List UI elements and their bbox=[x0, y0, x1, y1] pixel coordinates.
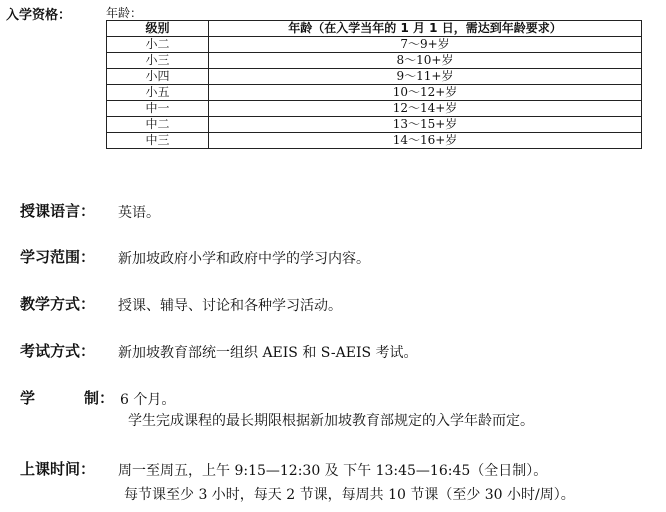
schedule-text: 周一至周五，上午 9:15—12:30 及 下午 13:45—16:45（全日制）。 bbox=[118, 463, 548, 479]
method-text: 授课、辅导、讨论和各种学习活动。 bbox=[118, 298, 342, 314]
age-cell: 9～11+岁 bbox=[209, 69, 642, 85]
table-row bbox=[107, 37, 642, 53]
header-age: 年龄（在入学当年的 1 月 1 日，需达到年龄要求） bbox=[209, 21, 642, 37]
age-caption: 年龄： bbox=[106, 6, 143, 20]
table-row bbox=[107, 117, 642, 133]
grade-cell: 小三 bbox=[107, 53, 209, 69]
table-row bbox=[107, 69, 642, 85]
age-cell: 8～10+岁 bbox=[209, 53, 642, 69]
method-label: 教学方式： bbox=[20, 295, 96, 313]
grade-cell: 中三 bbox=[107, 133, 209, 149]
age-cell: 13～15+岁 bbox=[209, 117, 642, 133]
age-cell: 14～16+岁 bbox=[209, 133, 642, 149]
exam-text: 新加坡教育部统一组织 AEIS 和 S-AEIS 考试。 bbox=[118, 345, 418, 361]
table-row bbox=[107, 133, 642, 149]
exam-label: 考试方式： bbox=[20, 342, 96, 360]
grade-cell: 小二 bbox=[107, 37, 209, 53]
admission-label: 入学资格： bbox=[6, 8, 72, 23]
language-label: 授课语言： bbox=[20, 202, 96, 220]
table-row bbox=[107, 85, 642, 101]
age-cell: 10～12+岁 bbox=[209, 85, 642, 101]
table-row bbox=[107, 101, 642, 117]
schedule-label: 上课时间： bbox=[20, 460, 96, 478]
duration-label-a: 学 bbox=[20, 389, 36, 407]
grade-cell: 中一 bbox=[107, 101, 209, 117]
age-cell: 7～9+岁 bbox=[209, 37, 642, 53]
duration-label-b: 制： bbox=[84, 389, 115, 407]
duration-text: 6 个月。 bbox=[120, 392, 176, 408]
scope-label: 学习范围： bbox=[20, 248, 96, 266]
schedule-note: 每节课至少 3 小时，每天 2 节课，每周共 10 节课（至少 30 小时/周）。 bbox=[124, 487, 575, 503]
language-text: 英语。 bbox=[118, 205, 160, 221]
duration-note: 学生完成课程的最长期限根据新加坡教育部规定的入学年龄而定。 bbox=[128, 413, 534, 429]
table-row bbox=[107, 53, 642, 69]
grade-cell: 小四 bbox=[107, 69, 209, 85]
grade-cell: 中二 bbox=[107, 117, 209, 133]
scope-text: 新加坡政府小学和政府中学的学习内容。 bbox=[118, 251, 370, 267]
grade-cell: 小五 bbox=[107, 85, 209, 101]
header-grade: 级别 bbox=[107, 21, 209, 37]
table-header-row bbox=[107, 21, 642, 37]
age-requirement-table bbox=[106, 20, 642, 149]
age-cell: 12～14+岁 bbox=[209, 101, 642, 117]
